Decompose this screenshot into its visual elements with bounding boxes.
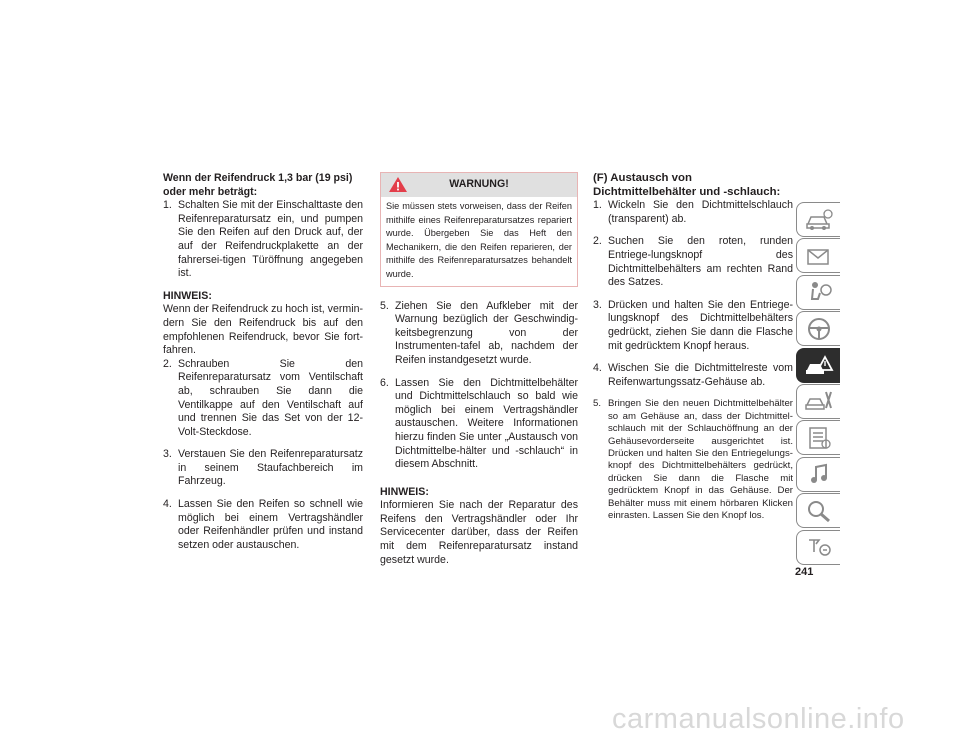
tab-driving[interactable] bbox=[796, 311, 840, 346]
tab-service[interactable] bbox=[796, 384, 840, 419]
music-note-icon bbox=[804, 461, 834, 487]
list-item bbox=[380, 300, 578, 368]
list-text: Suchen Sie den roten, runden Entriege-lungsknopf des Dichtmittelbehälters am rechten Rand des Satzes. bbox=[608, 235, 793, 289]
checklist-icon bbox=[804, 425, 834, 451]
car-service-icon bbox=[804, 388, 834, 414]
warning-title: WARNUNG! bbox=[449, 178, 509, 190]
list-number: 5. bbox=[380, 299, 389, 312]
list-text: Ziehen Sie den Aufkleber mit der Warnung bezüglich der Geschwindig-keitsbegrenzung von der Instrumenten-tafel ab, nachdem der Reifen instandgesetzt wurde. bbox=[395, 299, 578, 366]
list-text: Drücken und halten Sie den Entriege-lungsknopf des Dichtmittelbehälters gedrückt, ziehen Sie dann die Flasche mit gedrücktem Knopf heraus. bbox=[608, 298, 793, 352]
column-middle bbox=[380, 172, 578, 567]
list-item bbox=[163, 498, 363, 552]
list-number: 6. bbox=[380, 376, 389, 389]
tab-messages[interactable] bbox=[796, 238, 840, 273]
tab-specs[interactable] bbox=[796, 420, 840, 455]
list-number: 3. bbox=[593, 298, 602, 311]
list-number: 1. bbox=[593, 199, 602, 212]
magnifier-icon bbox=[804, 498, 834, 524]
list-number: 5. bbox=[593, 398, 602, 410]
list-item bbox=[593, 398, 793, 522]
list-item bbox=[380, 377, 578, 472]
car-info-icon bbox=[804, 207, 834, 233]
list-text: Lassen Sie den Reifen so schnell wie möglich bei einem Vertragshändler oder Reifenhändler prüfen und instand setzen oder austauschen. bbox=[178, 498, 363, 551]
note-title: HINWEIS: bbox=[163, 289, 212, 302]
list-text: Schrauben Sie den Reifenreparatursatz vom Ventilschaft ab, schrauben Sie dann die Ventilkappe auf den Ventilschaft auf und trennen Sie das Set von der 12-Volt-Steckdose. bbox=[178, 357, 363, 438]
list-item bbox=[593, 235, 793, 289]
note-text: Informieren Sie nach der Reparatur des Reifens den Vertragshändler oder Ihr Servicecenter darüber, dass der Reifen mit dem Reifenreparatursatz instand gesetzt wurde. bbox=[380, 499, 578, 566]
list-number: 3. bbox=[163, 448, 172, 461]
tab-index[interactable] bbox=[796, 493, 840, 528]
column-left bbox=[163, 172, 363, 561]
list-number: 2. bbox=[593, 235, 602, 248]
page-number: 241 bbox=[795, 566, 814, 578]
tab-safety[interactable] bbox=[796, 275, 840, 310]
warning-box bbox=[380, 172, 578, 287]
list-text: Wischen Sie die Dichtmittelreste vom Reifenwartungssatz-Gehäuse ab. bbox=[608, 362, 793, 388]
chapter-tabs bbox=[796, 202, 840, 566]
section-heading: Wenn der Reifendruck 1,3 bar (19 psi) oder mehr beträgt: bbox=[163, 172, 353, 198]
note-text: Wenn der Reifendruck zu hoch ist, vermin-dern Sie den Reifendruck bis auf den empfohlenen Reifendruck, bevor Sie fort-fahren. bbox=[163, 303, 363, 357]
list-text: Schalten Sie mit der Einschalttaste den Reifenreparatursatz ein, und pumpen Sie den Reifen auf den Druck auf, der auf der Reifendruckplakette an der fahrersei-tigen Türöffnung angegeben ist. bbox=[178, 199, 363, 280]
roadside-warning-icon bbox=[804, 352, 834, 378]
list-item bbox=[163, 448, 363, 489]
warning-text: Sie müssen stets vorweisen, dass der Reifen mithilfe eines Reifenreparatursatzes repariert wurde. Übergeben Sie das Heft den Mechanikern, die den Reifen reparieren, der mithilfe des Reifenreparatursatzes behandelt wurde. bbox=[386, 201, 572, 279]
list-number: 2. bbox=[163, 357, 172, 370]
list-text: Verstauen Sie den Reifenreparatursatz in seinem Staufachbereich im Fahrzeug. bbox=[178, 448, 363, 488]
column-right bbox=[593, 172, 793, 531]
list-item bbox=[593, 362, 793, 389]
list-item bbox=[593, 299, 793, 353]
watermark: carmanualsonline.info bbox=[612, 703, 905, 735]
note-title: HINWEIS: bbox=[380, 485, 429, 498]
list-item bbox=[163, 199, 363, 281]
airbag-person-icon bbox=[804, 279, 834, 305]
envelope-icon bbox=[804, 243, 834, 269]
list-item bbox=[163, 358, 363, 440]
list-number: 4. bbox=[593, 362, 602, 375]
section-heading: (F) Austausch von Dichtmittelbehälter und -schlauch: bbox=[593, 172, 781, 198]
list-text: Wickeln Sie den Dichtmittelschlauch (transparent) ab. bbox=[608, 199, 793, 225]
tab-multimedia[interactable] bbox=[796, 457, 840, 492]
tab-car-info[interactable] bbox=[796, 202, 840, 237]
list-number: 1. bbox=[163, 199, 172, 212]
list-text: Lassen Sie den Dichtmittelbehälter und Dichtmittelschlauch so bald wie möglich bei einem Vertragshändler austauschen. Weitere Informationen hierzu finden Sie unter „Austausch von Dichtmittelbe-hälter und -schlauch“ in diesem Abschnitt. bbox=[395, 376, 578, 471]
steering-wheel-icon bbox=[804, 316, 834, 342]
list-item bbox=[593, 199, 793, 226]
warning-header bbox=[381, 173, 577, 197]
list-text: Bringen Sie den neuen Dichtmittelbehälter so am Gehäuse an, dass der Dichtmittel-schlauch mit der Schlauchöffnung an der Gehäusevorderseite ausgerichtet ist. Drücken und halten Sie den Entriegelungs-knopf des Dichtmittelbehälters gedrückt, drücken Sie dann die Flasche mit gedrücktem Knopf in das Gehäuse. Der Behälter muss mit einem hörbaren Klicken einrasten. Lassen Sie den Knopf los. bbox=[608, 398, 793, 521]
tab-languages[interactable] bbox=[796, 530, 840, 565]
list-number: 4. bbox=[163, 498, 172, 511]
tab-emergency[interactable] bbox=[796, 348, 840, 383]
language-icon bbox=[804, 534, 834, 560]
